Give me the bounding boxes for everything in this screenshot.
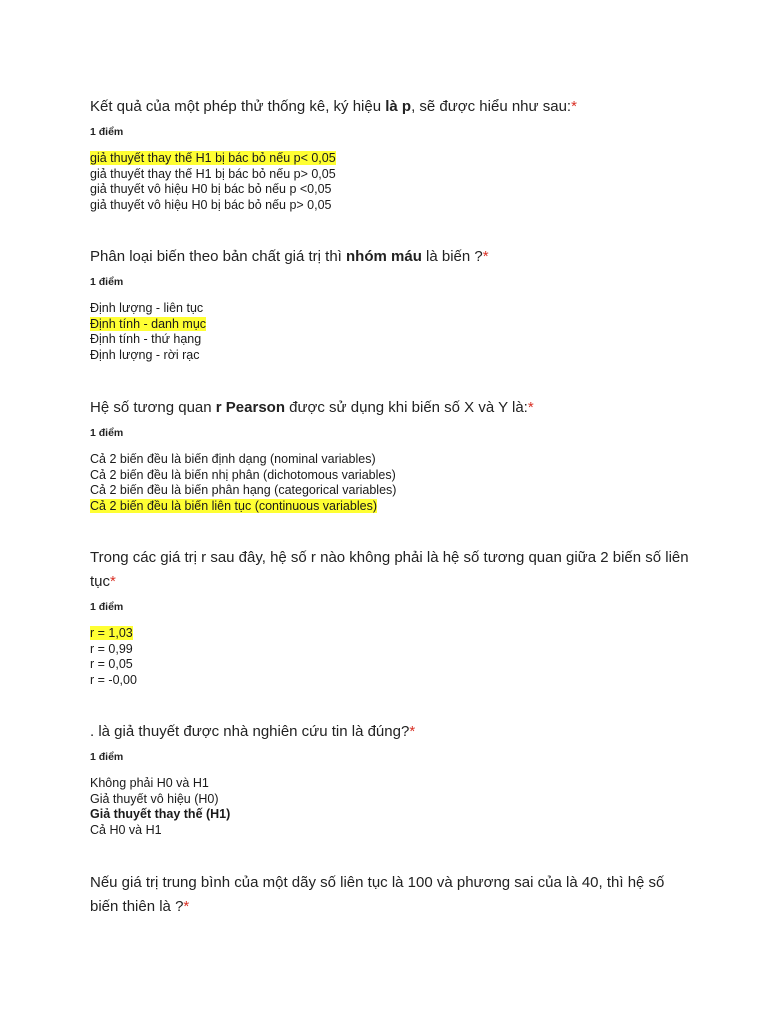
option-text: Giả thuyết thay thế (H1) [90, 807, 231, 822]
options-list [90, 151, 690, 214]
option-1[interactable] [90, 776, 690, 792]
question-text-part: Phân loại biến theo bản chất giá trị thì [90, 248, 347, 265]
option-4[interactable] [90, 348, 690, 364]
question-emphasis: nhóm máu [346, 248, 422, 265]
points-label: 1 điểm [90, 126, 124, 138]
required-asterisk: * [482, 248, 489, 265]
question-6 [90, 871, 690, 919]
option-text: giả thuyết thay thế H1 bị bác bỏ nếu p> 0,05 [90, 166, 336, 181]
question-emphasis: là p [385, 98, 412, 115]
option-3[interactable] [90, 182, 690, 198]
option-2[interactable] [90, 792, 690, 808]
option-text: Cả 2 biến đều là biến phân hạng (categorical variables) [90, 483, 397, 498]
option-text: Cả H0 và H1 [90, 823, 162, 838]
option-text: giả thuyết thay thế H1 bị bác bỏ nếu p< 0,05 [90, 151, 336, 165]
question-text-part: Hệ số tương quan [90, 399, 216, 416]
required-asterisk: * [110, 573, 116, 590]
option-text: Giả thuyết vô hiệu (H0) [90, 791, 219, 806]
option-1[interactable] [90, 452, 690, 468]
question-text-part: Trong các giá trị r sau đây, hệ số r nào không phải là hệ số tương quan giữa 2 biến số liên tục [90, 549, 689, 590]
option-text: giả thuyết vô hiệu H0 bị bác bỏ nếu p> 0,05 [90, 198, 332, 213]
option-text: r = 0,05 [90, 657, 133, 672]
options-list [90, 452, 690, 515]
required-asterisk: * [527, 399, 534, 416]
question-text-part: Nếu giá trị trung bình của một dãy số liên tục là 100 và phương sai của là 40, thì hệ số biến thiên là ? [90, 874, 665, 915]
question-2 [90, 245, 690, 364]
option-text: Cả 2 biến đều là biến liên tục (continuous variables) [90, 499, 377, 514]
option-1[interactable] [90, 626, 690, 642]
option-text: r = 1,03 [90, 626, 133, 640]
question-5 [90, 720, 690, 839]
options-list [90, 626, 690, 689]
option-3[interactable] [90, 657, 690, 673]
option-1[interactable] [90, 151, 690, 167]
option-3[interactable] [90, 332, 690, 348]
options-list [90, 301, 690, 364]
option-4[interactable] [90, 198, 690, 214]
question-text [90, 95, 690, 119]
option-text: Định tính - thứ hạng [90, 332, 202, 347]
points-label: 1 điểm [90, 751, 124, 763]
option-text: Định lượng - rời rạc [90, 348, 200, 363]
option-text: Không phải H0 và H1 [90, 776, 209, 790]
option-2[interactable] [90, 317, 690, 333]
question-text-part: được sử dụng khi biến số X và Y là: [285, 399, 528, 416]
question-3 [90, 396, 690, 515]
option-1[interactable] [90, 301, 690, 317]
option-4[interactable] [90, 499, 690, 515]
option-text: r = -0,00 [90, 673, 137, 688]
option-text: Cả 2 biến đều là biến định dạng (nominal variables) [90, 452, 376, 466]
question-text-part: là biến ? [421, 248, 483, 265]
option-2[interactable] [90, 468, 690, 484]
question-text [90, 871, 690, 919]
question-text-part: Kết quả của một phép thử thống kê, ký hiệu [90, 98, 386, 115]
question-4 [90, 546, 690, 689]
option-4[interactable] [90, 823, 690, 839]
option-text: Định tính - danh mục [90, 316, 207, 331]
points-label: 1 điểm [90, 601, 124, 613]
points-label: 1 điểm [90, 427, 124, 439]
question-text [90, 546, 690, 594]
option-text: Cả 2 biến đều là biến nhị phân (dichotomous variables) [90, 467, 396, 482]
option-text: giả thuyết vô hiệu H0 bị bác bỏ nếu p <0,05 [90, 182, 332, 197]
option-2[interactable] [90, 642, 690, 658]
option-text: r = 0,99 [90, 641, 133, 656]
option-2[interactable] [90, 167, 690, 183]
question-1 [90, 95, 690, 214]
question-emphasis: r Pearson [215, 399, 285, 416]
option-3[interactable] [90, 483, 690, 499]
question-text-part: . là giả thuyết được nhà nghiên cứu tin là đúng? [90, 723, 410, 740]
required-asterisk: * [571, 98, 577, 115]
points-label: 1 điểm [90, 276, 124, 288]
question-text [90, 396, 690, 420]
option-3[interactable] [90, 807, 690, 823]
required-asterisk: * [183, 898, 190, 915]
options-list [90, 776, 690, 839]
required-asterisk: * [409, 723, 416, 740]
option-4[interactable] [90, 673, 690, 689]
question-text [90, 720, 690, 744]
question-text [90, 245, 690, 269]
option-text: Định lượng - liên tục [90, 301, 204, 315]
question-text-part: , sẽ được hiểu như sau: [411, 98, 572, 115]
